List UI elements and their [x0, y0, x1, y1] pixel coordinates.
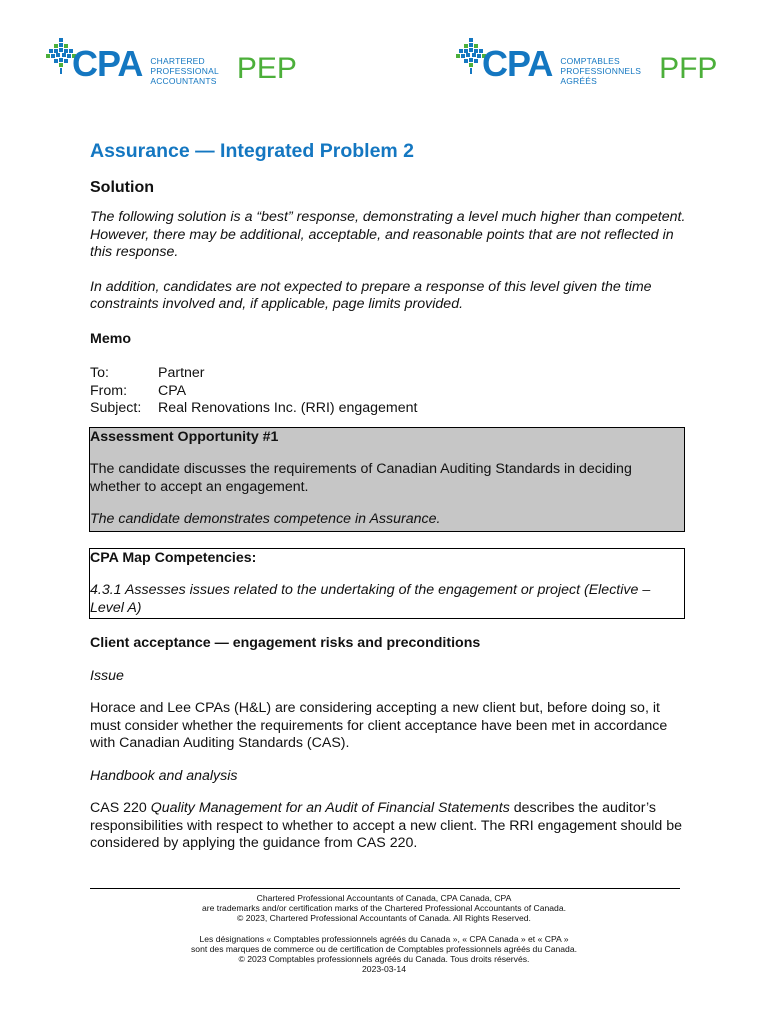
cpa-french-logo — [456, 36, 717, 86]
footer-date: 2023-03-14 — [362, 964, 406, 975]
memo-fields — [90, 365, 690, 418]
page-footer — [90, 893, 678, 974]
memo-heading: Memo — [90, 330, 131, 347]
competencies-heading: CPA Map Competencies: — [90, 549, 257, 566]
logo-tagline: CHARTERED PROFESSIONAL ACCOUNTANTS — [150, 56, 219, 86]
competency-item: 4.3.1 Assesses issues related to the undertaking of the engagement or project (Elective – Level A) — [90, 582, 651, 616]
cpa-english-logo — [46, 36, 297, 86]
document-body — [90, 138, 690, 853]
competencies-box — [89, 548, 685, 620]
footer-divider — [90, 888, 680, 889]
assessment-opportunity-box — [89, 427, 685, 532]
analysis-text: CAS 220 Quality Management for an Audit of Financial Statements describes the auditor’s responsibilities with respect to whether to accept a new client. The RRI engagement should be considered by applying the guidance from CAS 220. — [90, 800, 683, 851]
issue-text: Horace and Lee CPAs (H&L) are considering accepting a new client but, before doing so, it must consider whether the requirements for client acceptance have been met in accordance with Canadian Auditing Standards (CAS). — [90, 700, 668, 751]
footer-line: are trademarks and/or certification marks of the Chartered Professional Accountants of Canada. — [202, 903, 566, 914]
footer-line: Les désignations « Comptables professionnels agréés du Canada », « CPA Canada » et « CPA » — [199, 933, 569, 944]
assessment-body: The candidate discusses the requirements of Canadian Auditing Standards in deciding whether to accept an engagement. — [90, 461, 632, 495]
cpa-wordmark: CPA — [482, 43, 553, 84]
program-label: PFP — [659, 52, 718, 85]
page-header — [0, 36, 768, 96]
analysis-label: Handbook and analysis — [90, 767, 238, 784]
footer-line: © 2023 Comptables professionnels agréés du Canada. Tous droits réservés. — [238, 954, 530, 965]
memo-row-subject: Subject: Real Renovations Inc. (RRI) engagement — [90, 400, 418, 416]
section-heading: Client acceptance — engagement risks and preconditions — [90, 635, 481, 651]
assessment-competence: The candidate demonstrates competence in Assurance. — [90, 511, 441, 527]
intro-paragraph: In addition, candidates are not expected to prepare a response of this level given the time constraints involved and, if applicable, page limits provided. — [90, 278, 652, 312]
section-subtitle: Solution — [90, 179, 154, 196]
memo-row-to: To: Partner — [90, 365, 205, 381]
memo-row-from: From: CPA — [90, 382, 187, 399]
footer-line: Chartered Professional Accountants of Canada, CPA Canada, CPA — [256, 893, 512, 903]
page-title: Assurance — Integrated Problem 2 — [90, 140, 415, 162]
cpa-wordmark: CPA — [72, 43, 143, 84]
assessment-heading: Assessment Opportunity #1 — [90, 428, 279, 445]
issue-label: Issue — [90, 667, 124, 684]
footer-line: © 2023, Chartered Professional Accountants of Canada. All Rights Reserved. — [237, 913, 531, 924]
logo-tagline: COMPTABLES PROFESSIONNELS AGRÉÉS — [560, 56, 642, 86]
intro-paragraph: The following solution is a “best” response, demonstrating a level much higher than competent. However, there may be additional, acceptable, and reasonable points that are not reflected in this response. — [90, 209, 686, 260]
footer-line: sont des marques de commerce ou de certification de Comptables professionnels agréés du Canada. — [191, 943, 577, 954]
program-label: PEP — [236, 52, 297, 85]
